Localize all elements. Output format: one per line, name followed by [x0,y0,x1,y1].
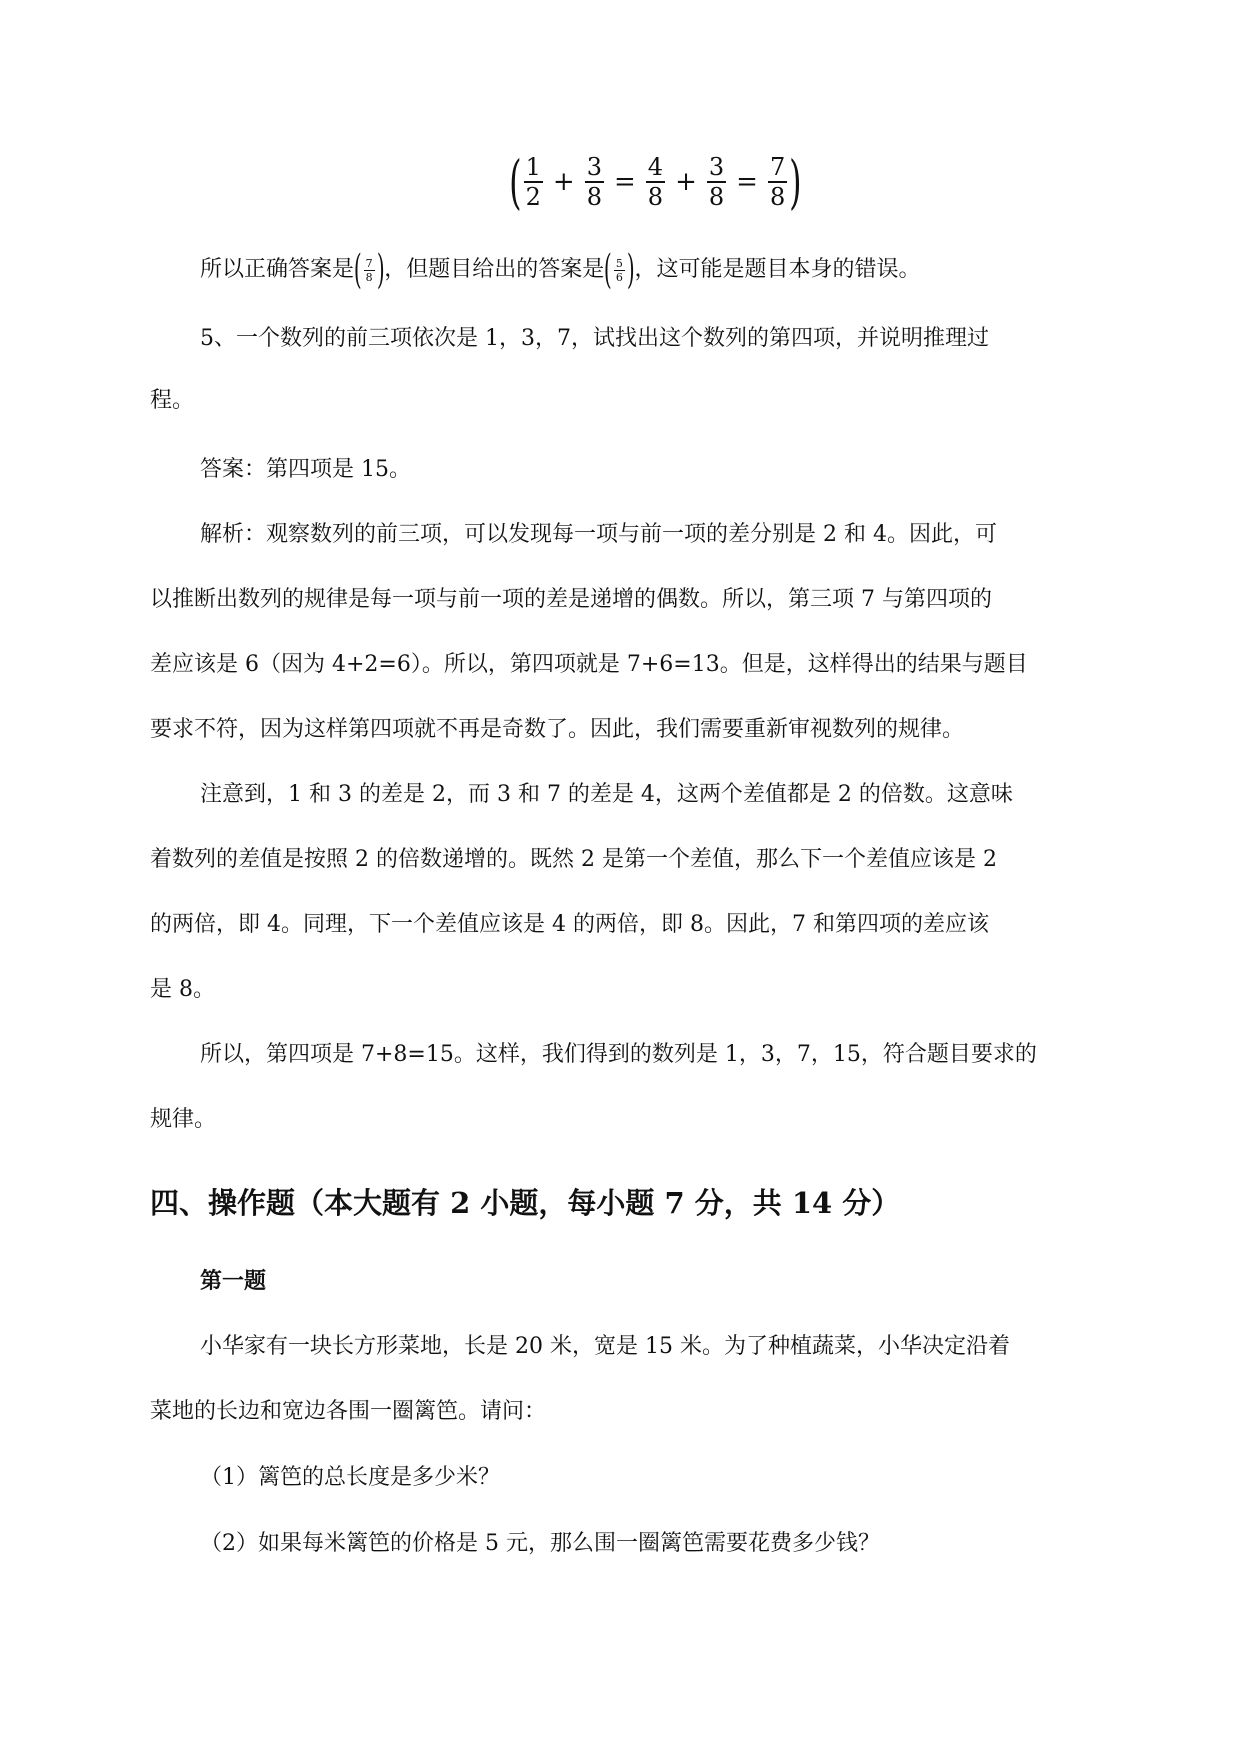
operator: + [675,167,697,197]
question-text-line: 菜地的长边和宽边各围一圈篱笆。请问： [150,1399,547,1424]
fraction-term: $\frac{3}{8}$ [586,153,602,211]
fraction-term: $\frac{1}{2}$ [525,153,541,211]
analysis-line: 解析：观察数列的前三项，可以发现每一项与前一项的差分别是 2 和 4。因此，可 [200,522,997,547]
analysis-line: 差应该是 6（因为 4+2=6）。所以，第四项就是 7+6=13。但是，这样得出的结果与题目 [150,652,1028,677]
answer-note: 所以正确答案是 ( $\frac{7}{8}$ ) ，但题目给出的答案是 ( $\frac{5}{6}$ ) ，这可能是题目本身的错误。 [200,247,921,293]
note-line: 是 8。 [150,977,215,1002]
question-part: （2）如果每米篱笆的价格是 5 元，那么围一圈篱笆需要花费多少钱？ [200,1531,880,1556]
operator: + [552,167,575,197]
fraction-equation [510,150,801,214]
question-5-line: 程。 [150,388,195,413]
analysis-line: 以推断出数列的规律是每一项与前一项的差是递增的偶数。所以，第三项 7 与第四项的 [150,587,992,612]
fraction-term: $\frac{7}{8}$ [769,153,786,211]
question-part: （1）篱笆的总长度是多少米？ [200,1465,500,1490]
operator: = [614,167,636,197]
operator: = [736,167,758,197]
note-line: 的两倍，即 4。同理，下一个差值应该是 4 的两倍，即 8。因此，7 和第四项的差应该 [150,912,989,937]
conclusion-line: 规律。 [150,1107,217,1132]
conclusion-line: 所以，第四项是 7+8=15。这样，我们得到的数列是 1，3，7，15，符合题目要求的 [200,1042,1037,1067]
note-line: 着数列的差值是按照 2 的倍数递增的。既然 2 是第一个差值，那么下一个差值应该是 2 [150,847,997,872]
question-text-line: 小华家有一块长方形菜地，长是 20 米，宽是 15 米。为了种植蔬菜，小华决定沿着 [200,1334,1010,1359]
fraction-term: $\frac{4}{8}$ [647,153,664,211]
fraction-term: $\frac{3}{8}$ [708,153,725,211]
right-parenthesis: ) [789,148,802,216]
analysis-line: 要求不符，因为这样第四项就不再是奇数了。因此，我们需要重新审视数列的规律。 [150,717,965,742]
section-heading: 四、操作题（本大题有 2 小题，每小题 7 分，共 14 分） [150,1186,901,1220]
question-5-line: 5、一个数列的前三项依次是 1，3，7，试找出这个数列的第四项，并说明推理过 [200,326,989,351]
question-title: 第一题 [200,1268,267,1294]
answer-line: 答案：第四项是 15。 [200,457,411,482]
note-line: 注意到，1 和 3 的差是 2，而 3 和 7 的差是 4，这两个差值都是 2 的倍数。这意味 [200,782,1013,807]
inline-fraction: ( $\frac{7}{8}$ ) [353,247,385,293]
left-parenthesis: ( [509,148,522,216]
inline-fraction: ( $\frac{5}{6}$ ) [604,247,635,293]
